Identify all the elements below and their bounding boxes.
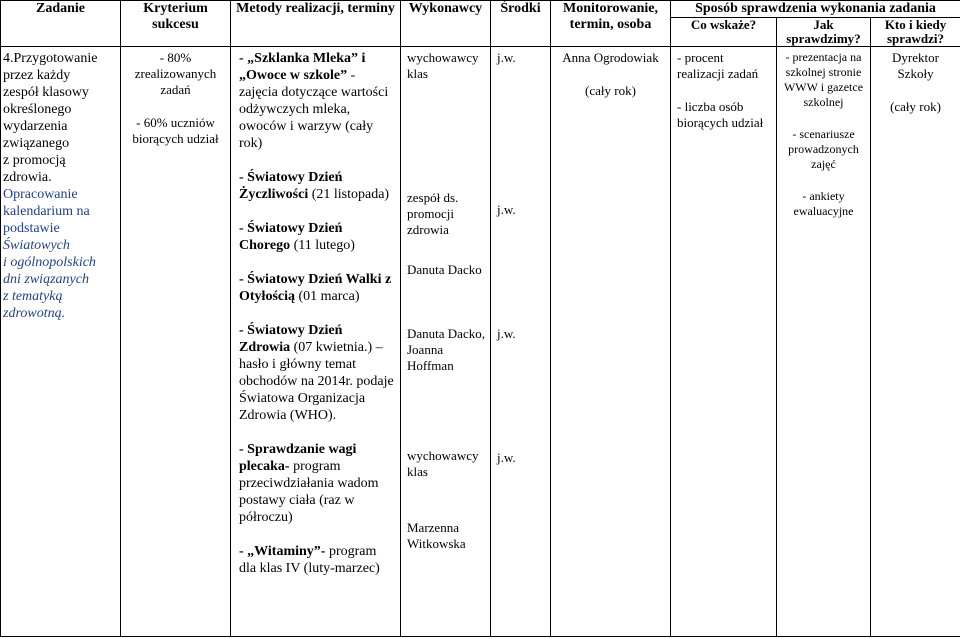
zadanie-line: Opracowanie <box>3 187 78 202</box>
header-jak: Jak sprawdzimy? <box>777 18 871 47</box>
zadanie-line: związanego <box>3 136 70 151</box>
zadanie-line: i ogólnopolskich <box>3 255 96 270</box>
srodki-item: j.w. <box>497 50 516 65</box>
header-srodki: Środki <box>491 1 551 47</box>
zadanie-line: określonego <box>3 102 72 117</box>
zadanie-line: z tematyką <box>3 289 63 304</box>
zadanie-line: zdrowia. <box>3 170 52 185</box>
metoda-desc: - zajęcia dotyczące wartości odżywczych mleka, owoców i warzyw (cały rok) <box>239 68 389 151</box>
header-zadanie: Zadanie <box>1 1 121 47</box>
zadanie-line: kalendarium na <box>3 204 90 219</box>
metoda-title: - Światowy Dzień Zdrowia <box>239 323 343 355</box>
metoda-desc: (07 kwietnia.) – hasło i główny temat obchodów na 2014r. podaje Światowa Organizacja Zdrowia (WHO). <box>239 340 394 423</box>
zadanie-line: Światowych <box>3 238 70 253</box>
metoda-desc: program dla klas IV (luty-marzec) <box>239 544 380 576</box>
header-row <box>1 1 960 18</box>
metoda-title: - „Witaminy”- <box>239 544 326 559</box>
metoda-desc: (11 lutego) <box>290 238 355 253</box>
metoda-item <box>239 169 396 203</box>
zadanie-line: zdrowotną. <box>3 306 66 321</box>
metoda-item <box>239 441 396 526</box>
zadanie-line: dni związanych <box>3 272 89 287</box>
cell-wykonawcy <box>401 47 491 637</box>
metoda-desc: (01 marca) <box>295 289 360 304</box>
wskaznik: - liczba osób biorących udział <box>677 99 764 130</box>
cell-co-wskaze <box>671 47 777 637</box>
metoda-desc: program przeciwdziałania wadom postawy ciała (raz w półroczu) <box>239 459 379 525</box>
metoda-title: - Światowy Dzień Życzliwości <box>239 170 343 202</box>
header-co-wskaze: Co wskaże? <box>671 18 777 47</box>
kto-osoba: Dyrektor Szkoły <box>892 50 939 81</box>
monitor-period: (cały rok) <box>585 83 636 98</box>
metoda-title: - Sprawdzanie wagi plecaka- <box>239 442 357 474</box>
metoda-sprawdzenia: - ankiety ewaluacyjne <box>793 189 854 218</box>
wykonawca: Marzenna Witkowska <box>407 520 466 551</box>
srodki-item: j.w. <box>497 202 516 217</box>
cell-jak <box>777 47 871 637</box>
content-row <box>1 47 960 637</box>
cell-kto <box>871 47 960 637</box>
cell-zadanie <box>1 47 121 637</box>
metoda-item <box>239 220 396 254</box>
wykonawca: wychowawcy klas <box>407 448 479 479</box>
metoda-item <box>239 322 396 424</box>
zadanie-line: 4.Przygotowanie <box>3 51 98 66</box>
zadanie-line: zespół klasowy <box>3 85 89 100</box>
metoda-title: - „Szklanka Mleka” i „Owoce w szkole” <box>239 51 366 83</box>
header-wykonawcy: Wykonawcy <box>401 1 491 47</box>
header-kto: Kto i kiedy sprawdzi? <box>871 18 960 47</box>
metoda-title: - Światowy Dzień Walki z Otyłością <box>239 272 392 304</box>
kto-termin: (cały rok) <box>890 99 941 114</box>
zadanie-line: podstawie <box>3 221 60 236</box>
wskaznik: - procent realizacji zadań <box>677 50 759 81</box>
cell-monitorowanie <box>551 47 671 637</box>
header-kryterium: Kryterium sukcesu <box>121 1 231 47</box>
kryterium-item: - 80% zrealizowanych zadań <box>134 50 217 97</box>
wykonawca: zespół ds. promocji zdrowia <box>407 190 459 237</box>
metoda-item <box>239 543 396 577</box>
metoda-title: - Światowy Dzień Chorego <box>239 221 343 253</box>
cell-kryterium <box>121 47 231 637</box>
srodki-item: j.w. <box>497 450 516 465</box>
header-sposob: Sposób sprawdzenia wykonania zadania <box>671 1 960 18</box>
wykonawca: Danuta Dacko, Joanna Hoffman <box>407 326 485 373</box>
wykonawca: wychowawcy klas <box>407 50 479 81</box>
header-monitorowanie: Monitorowanie, termin, osoba <box>551 1 671 47</box>
metoda-sprawdzenia: - prezentacja na szkolnej stronie WWW i gazetce szkolnej <box>783 50 864 109</box>
header-metody: Metody realizacji, terminy <box>231 1 401 47</box>
metoda-item <box>239 50 396 152</box>
metoda-sprawdzenia: - scenariusze prowadzonych zajęć <box>788 127 859 171</box>
monitor-person: Anna Ogrodowiak <box>562 50 659 65</box>
cell-metody <box>231 47 401 637</box>
kryterium-item: - 60% uczniów biorących udział <box>132 115 219 146</box>
wykonawca: Danuta Dacko <box>407 262 482 277</box>
cell-srodki <box>491 47 551 637</box>
srodki-item: j.w. <box>497 326 516 341</box>
metoda-desc: (21 listopada) <box>308 187 390 202</box>
zadanie-line: wydarzenia <box>3 119 68 134</box>
zadanie-line: z promocją <box>3 153 66 168</box>
metoda-item <box>239 271 396 305</box>
zadanie-line: przez każdy <box>3 68 71 83</box>
